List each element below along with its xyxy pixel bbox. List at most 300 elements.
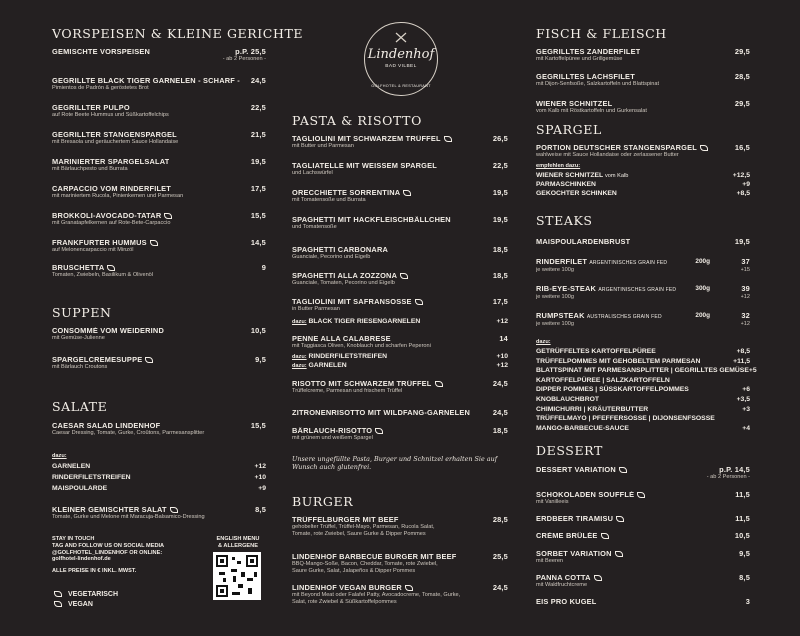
- menu-item: [536, 532, 750, 540]
- extra-item: [52, 474, 266, 482]
- item-row: [536, 285, 750, 294]
- extra-price: +5: [748, 367, 757, 375]
- vegan-leaf-icon: [107, 265, 115, 271]
- menu-item: [52, 422, 266, 437]
- item-row: [536, 100, 750, 108]
- menu-item: [52, 327, 266, 342]
- item-description: mit Gemüse-Julienne: [52, 335, 105, 342]
- vegan-leaf-icon: [594, 575, 602, 581]
- vegan-leaf-icon: [150, 240, 158, 246]
- item-row: [292, 216, 508, 224]
- item-price: 28,5: [492, 515, 508, 524]
- extra-price: +9: [258, 485, 266, 492]
- dazu-label: dazu:: [52, 453, 67, 459]
- extra-row: [536, 367, 757, 375]
- vegan-leaf-icon: [616, 516, 624, 522]
- extra-label: KARTOFFELPÜREE | SALZKARTOFFELN: [536, 376, 670, 384]
- item-description: vom Kalb mit Röstkartoffeln und Gurkensalat: [536, 108, 647, 115]
- item-price: 10,5: [734, 531, 750, 540]
- item-price: 19,5: [492, 215, 508, 224]
- extra-name: [536, 348, 656, 356]
- item-row: [292, 516, 508, 524]
- logo-name: Lindenhof: [367, 47, 435, 62]
- item-row: [52, 212, 266, 220]
- item-name: RISOTTO MIT SCHWARZEM TRÜFFEL: [292, 380, 443, 388]
- extra-price: +3,5: [736, 396, 750, 403]
- item-row: [292, 409, 508, 417]
- item-name: TAGLIATELLE MIT WEISSEM SPARGEL: [292, 162, 437, 170]
- social-handle: @GOLFHOTEL_LINDENHOF OR ONLINE:: [52, 549, 163, 556]
- extra-label: GETRÜFFELTES KARTOFFELPÜREE: [536, 348, 656, 355]
- item-price: 25,5: [492, 552, 508, 561]
- item-description: gehobelter Trüffel, Trüffel-Mayo, Parmesan, Rucola Salat,: [292, 524, 435, 531]
- dazu-label: dazu:: [292, 363, 307, 369]
- extra-name: [536, 367, 749, 375]
- extra-label: CHIMICHURRI | KRÄUTERBUTTER: [536, 405, 649, 413]
- item-name: TAGLIOLINI MIT SCHWARZEM TRÜFFEL: [292, 135, 452, 143]
- vegan-leaf-icon: [601, 533, 609, 539]
- item-price: 16,5: [734, 143, 750, 152]
- item-row: [52, 506, 266, 514]
- item-price: 37: [741, 257, 750, 266]
- item-description: und Tomatensoße: [292, 224, 337, 231]
- menu-item: [292, 516, 508, 538]
- extra-item: [292, 353, 508, 361]
- item-row: [292, 298, 508, 306]
- extra-item: [536, 386, 750, 394]
- extra-label: DIPPER POMMES | SÜSSKARTOFFELPOMMES: [536, 386, 689, 394]
- item-row: [292, 189, 508, 197]
- extra-item: [536, 358, 750, 366]
- item-row: [536, 258, 750, 267]
- extra-row: [536, 348, 750, 356]
- item-price: 18,5: [492, 271, 508, 280]
- item-name: SPAGHETTI ALLA ZOZZONA: [292, 272, 408, 280]
- item-description: Pimientos de Padrón & geröstetes Brot: [52, 85, 149, 92]
- extra-item: [536, 172, 750, 180]
- item-price: 19,5: [492, 188, 508, 197]
- extra-price: +12: [496, 362, 508, 369]
- vegan-leaf-icon: [145, 357, 153, 363]
- item-name: ORECCHIETTE SORRENTINA: [292, 189, 411, 197]
- item-name: LINDENHOF BARBECUE BURGER MIT BEEF: [292, 553, 457, 561]
- item-description: mit Bresaola und geräuchertem Sauce Hollandaise: [52, 139, 179, 146]
- item-description: mit Waldfruchtcreme: [536, 582, 588, 589]
- recommend-label: empfehlen dazu:: [536, 163, 581, 169]
- item-description: Salat, rote Zwiebel & Süßkartoffelpommes: [292, 599, 397, 605]
- extra-price: +9: [742, 181, 750, 188]
- item-price: 28,5: [734, 72, 750, 81]
- item-description: Saure Gurke, Salat, Jalapeños & Dipper Pommes: [292, 568, 416, 574]
- extra-name: [52, 474, 131, 482]
- item-price: 32: [741, 311, 750, 320]
- menu-item: [292, 335, 508, 350]
- extra-name: [292, 362, 347, 370]
- extra-row: [292, 353, 508, 361]
- menu-item: [52, 264, 266, 279]
- vegan-leaf-icon: [400, 273, 408, 279]
- dazu-label: dazu:: [292, 319, 307, 325]
- item-name: SCHOKOLADEN SOUFFLÉ: [536, 491, 645, 499]
- menu-item: [536, 598, 750, 606]
- extra-item: [536, 377, 750, 385]
- vegan-leaf-icon: [615, 551, 623, 557]
- item-name: SPAGHETTI MIT HACKFLEISCHBÄLLCHEN: [292, 216, 451, 224]
- steak-weight: 300g: [695, 285, 710, 292]
- item-price: p.P. 25,5: [235, 47, 266, 56]
- item-description: je weitere 100g: [536, 267, 574, 273]
- legend: [52, 590, 118, 610]
- item-name: TAGLIOLINI MIT SAFRANSOSSE: [292, 298, 423, 306]
- stay-in-touch: STAY IN TOUCH: [52, 536, 95, 542]
- item-price: 8,5: [739, 573, 750, 582]
- extra-price: +3: [742, 405, 750, 413]
- extra-name: [536, 181, 596, 189]
- item-name: BRUSCHETTA: [52, 264, 115, 272]
- item-name: SPARGELCREMESUPPE: [52, 356, 153, 364]
- extra-item: [52, 463, 266, 471]
- item-row: [52, 356, 266, 364]
- vegan-leaf-icon: [170, 507, 178, 513]
- item-description: Caesar Dressing, Tomate, Gurke, Croûtons, Parmesansplitter: [52, 430, 205, 437]
- extra-price: +6: [742, 386, 750, 394]
- extra-row: [536, 415, 750, 423]
- item-name: GEGRILLTER PULPO: [52, 104, 130, 112]
- desc-row: [536, 321, 750, 328]
- extra-label: GARNELEN: [308, 362, 347, 369]
- steak-weight: 200g: [695, 258, 710, 265]
- item-price: 9: [261, 263, 266, 272]
- item-row: [52, 104, 266, 112]
- vegan-leaf-icon: [619, 467, 627, 473]
- item-row: [292, 135, 508, 143]
- item-price: 9,5: [739, 549, 750, 558]
- menu-item: [536, 100, 750, 115]
- extra-name: [292, 318, 420, 326]
- item-price: 11,5: [735, 490, 750, 499]
- item-price: 19,5: [250, 157, 266, 166]
- item-description: Trüffelcreme, Parmesan und frischem Trüffel: [292, 388, 403, 395]
- item-price: p.P. 14,5: [719, 465, 750, 474]
- english-menu: [212, 536, 264, 550]
- section-title-pasta: PASTA & RISOTTO: [292, 113, 422, 128]
- item-description: Guanciale, Pecorino und Eigelb: [292, 254, 371, 261]
- item-name: ERDBEER TIRAMISU: [536, 515, 624, 523]
- extra-price: +12: [740, 321, 750, 327]
- item-description: mit Vanilleeis: [536, 499, 569, 506]
- menu-item: [536, 491, 750, 506]
- menu-item: [292, 189, 508, 204]
- item-price: 22,5: [492, 161, 508, 170]
- extra-row: [536, 425, 750, 433]
- item-row: [536, 144, 750, 152]
- item-row: [536, 73, 750, 81]
- extra-row: [536, 396, 750, 404]
- steak-item: [536, 312, 750, 328]
- extra-name: [52, 463, 90, 471]
- vegan-leaf-icon: [637, 492, 645, 498]
- menu-item: [52, 239, 266, 254]
- item-price: 21,5: [250, 130, 266, 139]
- item-name: FRANKFURTER HUMMUS: [52, 239, 158, 247]
- extra-row: [536, 406, 750, 414]
- item-name: KLEINER GEMISCHTER SALAT: [52, 506, 178, 514]
- extra-label: TRÜFFELPOMMES MIT GEHOBELTEM PARMESAN: [536, 357, 701, 365]
- desc-row: [536, 294, 750, 301]
- social-tag: TAG AND FOLLOW US ON SOCIAL MEDIA: [52, 542, 165, 549]
- extra-name: [536, 396, 599, 404]
- restaurant-logo: [364, 22, 438, 96]
- extra-item: [536, 396, 750, 404]
- section-title-suppen: SUPPEN: [52, 305, 112, 320]
- item-price: 29,5: [734, 47, 750, 56]
- item-name: GEGRILLTES ZANDERFILET: [536, 48, 641, 56]
- extra-item: [536, 406, 750, 414]
- glutenfree-note: Unsere ungefüllte Pasta, Burger und Schnitzel erhalten Sie auf Wunsch auch glutenfrei.: [292, 455, 498, 472]
- menu-item: [292, 584, 508, 606]
- item-price: 18,5: [492, 245, 508, 254]
- menu-item: [292, 272, 508, 287]
- vegan-leaf-icon: [164, 213, 172, 219]
- extra-name: [536, 172, 628, 180]
- extra-label: GARNELEN: [52, 463, 91, 470]
- steak-origin: ARGENTINISCHES GRAIN FED: [589, 260, 668, 266]
- english-menu-label: ENGLISH MENU: [216, 536, 260, 542]
- item-row: [536, 598, 750, 606]
- extra-price: +10: [496, 353, 508, 360]
- item-price: 11,5: [735, 514, 750, 523]
- item-price: 3: [745, 597, 750, 606]
- section-title-steaks: STEAKS: [536, 213, 593, 228]
- item-price: 15,5: [250, 211, 266, 220]
- extra-label: PARMASCHINKEN: [536, 181, 596, 188]
- steak-origin: AUSTRALISCHES GRAIN FED: [586, 314, 662, 320]
- extra-name: [536, 386, 689, 394]
- item-name: PANNA COTTA: [536, 574, 602, 582]
- legend-row: [52, 600, 118, 610]
- item-description: mit Dijon-Senfsoße, Salzkartoffeln und Blattspinat: [536, 81, 660, 88]
- website: golfhotel-lindenhof.de: [52, 556, 111, 563]
- item-name: CAESAR SALAD LINDENHOF: [52, 422, 161, 430]
- extra-item: [536, 367, 757, 375]
- section-title-vorspeisen: VORSPEISEN & KLEINE GERICHTE: [52, 26, 304, 41]
- item-price: 17,5: [492, 297, 508, 306]
- vegan-icon: [54, 601, 62, 607]
- item-row: [536, 515, 750, 523]
- item-row: [52, 239, 266, 247]
- logo-location: BAD VILBEL: [385, 64, 417, 69]
- extra-item: [536, 190, 750, 198]
- extra-label: RINDERFILETSTREIFEN: [308, 353, 388, 360]
- item-row: [292, 162, 508, 170]
- extra-price: +10: [254, 474, 266, 481]
- item-description: auf Melonencarpaccio mit Minzöl: [52, 247, 134, 254]
- item-description: mit Bärlauchpesto und Burrata: [52, 166, 128, 173]
- item-row: [536, 238, 750, 246]
- menu-item: [536, 48, 750, 63]
- qr-code: [213, 552, 261, 600]
- extra-name: [536, 406, 648, 414]
- item-name: CRÈME BRÛLÉE: [536, 532, 609, 540]
- item-price: 10,5: [250, 326, 266, 335]
- menu-item: [52, 48, 266, 63]
- dazu-label: dazu:: [292, 354, 307, 360]
- item-description: mit Kartoffelpüree und Grillgemüse: [536, 56, 623, 63]
- extra-item: [536, 425, 750, 433]
- cutlery-icon: [394, 32, 408, 43]
- menu-item: [52, 185, 266, 200]
- item-row: [52, 422, 266, 430]
- extra-price: +12: [740, 294, 750, 300]
- menu-item: [292, 216, 508, 231]
- extra-name: [536, 377, 670, 385]
- item-description: Tomaten, Zwiebeln, Basilikum & Olivenöl: [52, 272, 154, 279]
- extra-row: [536, 190, 750, 198]
- item-name: RINDERFILET ARGENTINISCHES GRAIN FED: [536, 258, 668, 266]
- item-price: 26,5: [492, 134, 508, 143]
- item-name: GEGRILLTES LACHSFILET: [536, 73, 635, 81]
- extra-label: BLATTSPINAT MIT PARMESANSPLITTER | GEGRILLTES GEMÜSE: [536, 367, 749, 375]
- extra-name: [536, 415, 715, 423]
- menu-item: [292, 135, 508, 150]
- menu-item: [292, 298, 508, 313]
- vegan-leaf-icon: [405, 585, 413, 591]
- item-name: RUMPSTEAK AUSTRALISCHES GRAIN FED: [536, 312, 662, 320]
- vegan-leaf-icon: [444, 136, 452, 142]
- extra-row: [536, 358, 750, 366]
- item-price: 24,5: [492, 408, 508, 417]
- extra-name: [536, 190, 617, 198]
- item-row: [292, 335, 508, 343]
- extra-row: [292, 318, 508, 326]
- menu-item: [536, 144, 750, 159]
- vegan-label: VEGAN: [68, 601, 93, 608]
- menu-item: [536, 550, 750, 565]
- vegan-leaf-icon: [700, 145, 708, 151]
- menu-item: [292, 409, 508, 417]
- item-row: [52, 48, 266, 56]
- steak-item: [536, 238, 750, 246]
- menu-item: [52, 104, 266, 119]
- item-price: 24,5: [250, 76, 266, 85]
- item-name: WIENER SCHNITZEL: [536, 100, 613, 108]
- item-name: GEMISCHTE VORSPEISEN: [52, 48, 151, 56]
- extra-label: GEKOCHTER SCHINKEN: [536, 190, 617, 197]
- section-title-salate: SALATE: [52, 399, 108, 414]
- item-price: 15,5: [250, 421, 266, 430]
- extra-row: [536, 377, 750, 385]
- extra-name: [292, 353, 387, 361]
- menu-item: [292, 162, 508, 177]
- extra-name: [536, 358, 700, 366]
- item-price: 39: [741, 284, 750, 293]
- item-name: LINDENHOF VEGAN BURGER: [292, 584, 413, 592]
- item-row: [536, 550, 750, 558]
- item-name: ZITRONENRISOTTO MIT WILDFANG-GARNELEN: [292, 409, 471, 417]
- extra-label: RINDERFILETSTREIFEN: [52, 474, 131, 481]
- item-description: Tomate, rote Zwiebel, Saure Gurke & Dipper Pommes: [292, 531, 426, 537]
- item-description: mit Bärlauch Croutons: [52, 364, 108, 371]
- section-title-dessert: DESSERT: [536, 443, 603, 458]
- menu-item: [292, 553, 508, 575]
- extra-item: [52, 485, 266, 493]
- desc-row: [536, 267, 750, 274]
- item-price: 14,5: [250, 238, 266, 247]
- item-price: 9,5: [255, 355, 266, 364]
- item-description: in Butter Parmesan: [292, 306, 340, 313]
- section-title-burger: BURGER: [292, 494, 354, 509]
- item-name: EIS PRO KUGEL: [536, 598, 597, 606]
- item-row: [52, 77, 266, 85]
- item-name: CONSOMMÉ VOM WEIDERIND: [52, 327, 164, 335]
- item-description: mit mariniertem Rucola, Pinienkernen und Parmesan: [52, 193, 184, 200]
- item-description: mit Butter und Parmesan: [292, 143, 354, 150]
- dazu-label: dazu:: [536, 339, 551, 345]
- item-row: [52, 185, 266, 193]
- steak-origin: ARGENTINISCHES GRAIN FED: [598, 287, 677, 293]
- extra-item: [536, 415, 750, 423]
- section-title-fisch: FISCH & FLEISCH: [536, 26, 667, 41]
- extra-label: BLACK TIGER RIESENGARNELEN: [308, 318, 421, 325]
- extra-price: +12: [496, 318, 508, 325]
- item-row: [536, 532, 750, 540]
- menu-item: [536, 466, 750, 481]
- menu-item: [292, 427, 508, 442]
- vegan-leaf-icon: [415, 299, 423, 305]
- item-price: 14: [499, 334, 508, 343]
- extra-row: [52, 485, 266, 493]
- extra-row: [52, 463, 266, 471]
- extra-row: [536, 172, 750, 180]
- menu-item: [536, 515, 750, 523]
- item-price: 22,5: [250, 103, 266, 112]
- vegetarian-icon: [54, 591, 62, 597]
- item-description: BBQ-Mango-Soße, Bacon, Cheddar, Tomate, rote Zwiebel,: [292, 561, 438, 568]
- item-row: [292, 584, 508, 592]
- item-row: [292, 272, 508, 280]
- extra-item: [536, 348, 750, 356]
- extra-item: [536, 181, 750, 189]
- menu-item: [52, 356, 266, 371]
- item-price: 24,5: [492, 379, 508, 388]
- extra-label: KNOBLAUCHBROT: [536, 396, 600, 403]
- menu-item: [536, 574, 750, 589]
- menu-item: [292, 246, 508, 261]
- steak-item: [536, 258, 750, 274]
- item-price: 8,5: [255, 505, 266, 514]
- steak-weight: 200g: [695, 312, 710, 319]
- item-row: [536, 312, 750, 321]
- steak-item: [536, 285, 750, 301]
- vegan-leaf-icon: [375, 428, 383, 434]
- item-row: [52, 327, 266, 335]
- extra-row: [52, 474, 266, 482]
- extra-row: [536, 386, 750, 394]
- item-name: SPAGHETTI CARBONARA: [292, 246, 389, 254]
- item-row: [52, 158, 266, 166]
- extra-price: +12: [254, 463, 266, 470]
- item-name: PORTION DEUTSCHER STANGENSPARGEL: [536, 144, 708, 152]
- extra-label: TRÜFFELMAYO | PFEFFERSOSSE | DIJONSENFSOSSE: [536, 415, 715, 423]
- extra-price: +8,5: [736, 190, 750, 197]
- extra-price: +4: [742, 424, 750, 432]
- item-name: BROKKOLI-AVOCADO-TATAR: [52, 212, 172, 220]
- item-name: MARINIERTER SPARGELSALAT: [52, 158, 170, 166]
- item-name: TRÜFFELBURGER MIT BEEF: [292, 516, 399, 524]
- menu-item: [52, 506, 266, 521]
- extra-row: [536, 181, 750, 189]
- item-row: [536, 491, 750, 499]
